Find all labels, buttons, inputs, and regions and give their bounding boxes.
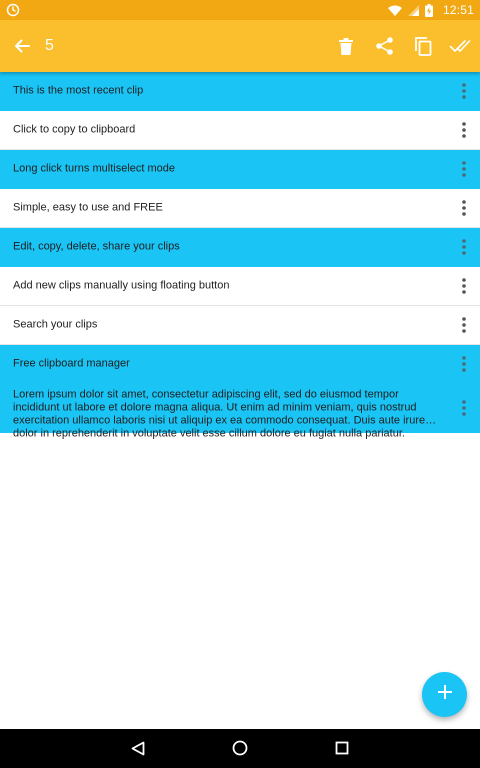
back-arrow-icon[interactable] bbox=[10, 34, 34, 58]
status-bar bbox=[0, 0, 480, 20]
select-all-icon[interactable] bbox=[448, 34, 472, 58]
more-options-icon[interactable] bbox=[456, 198, 472, 218]
delete-icon[interactable] bbox=[334, 34, 358, 58]
clip-text: Free clipboard manager bbox=[13, 357, 130, 370]
selected-count: 5 bbox=[45, 37, 54, 54]
clip-list-item[interactable] bbox=[0, 228, 480, 267]
clip-text: Lorem ipsum dolor sit amet, consectetur adipiscing elit, sed do eiusmod tempor incididunt ut labore et dolore magna aliqua. Ut enim ad minim veniam, quis nostrud exercitation ullamco laboris nisi ut aliquip ex ea commodo consequat. Duis aute irure dolor in reprehenderit in voluptate velit esse cillum dolore eu fugiat nulla pariatur. bbox=[13, 388, 426, 440]
recents-square-icon[interactable] bbox=[331, 737, 353, 759]
clip-list-item[interactable] bbox=[0, 306, 480, 345]
clip-text: This is the most recent clip bbox=[13, 84, 144, 97]
home-circle-icon[interactable] bbox=[229, 737, 251, 759]
clip-text: Add new clips manually using floating button bbox=[13, 279, 230, 292]
clip-list-item[interactable] bbox=[0, 111, 480, 150]
more-options-icon[interactable] bbox=[456, 159, 472, 179]
plus-icon bbox=[438, 685, 452, 704]
clip-text: Search your clips bbox=[13, 318, 98, 331]
wifi-icon bbox=[388, 5, 402, 16]
more-options-icon[interactable] bbox=[456, 237, 472, 257]
status-time: 12:51 bbox=[442, 3, 474, 17]
clip-list-item[interactable] bbox=[0, 72, 480, 111]
more-options-icon[interactable] bbox=[456, 276, 472, 296]
navigation-bar bbox=[0, 729, 480, 768]
add-clip-button[interactable] bbox=[422, 672, 467, 717]
notification-app-icon bbox=[6, 3, 20, 17]
clip-list bbox=[0, 72, 480, 440]
clip-list-item[interactable] bbox=[0, 189, 480, 228]
more-options-icon[interactable] bbox=[456, 81, 472, 101]
copy-icon[interactable] bbox=[411, 34, 435, 58]
clip-list-item[interactable] bbox=[0, 150, 480, 189]
more-options-icon[interactable] bbox=[456, 398, 472, 418]
clip-list-item[interactable] bbox=[0, 384, 480, 440]
share-icon[interactable] bbox=[372, 34, 396, 58]
clip-text: Edit, copy, delete, share your clips bbox=[13, 240, 180, 253]
cell-signal-icon bbox=[408, 5, 419, 16]
clip-text: Simple, easy to use and FREE bbox=[13, 201, 163, 214]
clip-text: Click to copy to clipboard bbox=[13, 123, 136, 136]
clip-text: Long click turns multiselect mode bbox=[13, 162, 176, 175]
clip-list-item[interactable] bbox=[0, 267, 480, 306]
clip-list-item[interactable] bbox=[0, 345, 480, 384]
back-triangle-icon[interactable] bbox=[127, 737, 149, 759]
more-options-icon[interactable] bbox=[456, 315, 472, 335]
app-bar bbox=[0, 20, 480, 72]
more-options-icon[interactable] bbox=[456, 120, 472, 140]
battery-charging-icon bbox=[425, 4, 433, 17]
more-options-icon[interactable] bbox=[456, 354, 472, 374]
